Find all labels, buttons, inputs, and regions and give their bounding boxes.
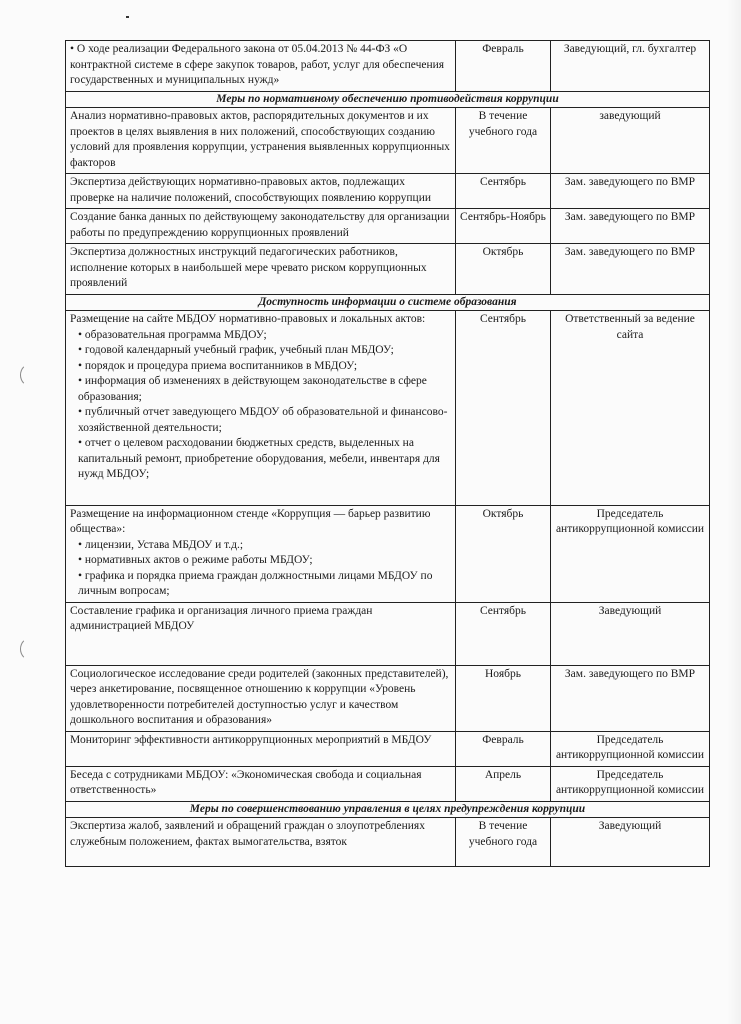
table-body [66,41,710,867]
page-edge-shadow [727,0,741,1024]
table-row [66,41,710,92]
task-text: Социологическое исследование среди родителей (законных представителей), через анкетирование, посвященное отношению к коррупции «Уровень удовлетворенности потребителей доступностью услуг и качеством дошкольного воспитания и образования» [70,667,449,726]
section-header-row [66,294,710,311]
punch-hole-mark [20,637,43,661]
task-text: Экспертиза должностных инструкций педагогических работников, исполнение которых в наибольшей мере чревато риском коррупционных проявлений [70,246,427,289]
task-cell [66,41,456,92]
term-cell: Сентябрь [456,602,551,665]
bullet-item: • информация об изменениях в действующем законодательстве в сфере образования; [70,374,451,405]
table-row [66,766,710,801]
responsible-cell: Зам. заведующего по ВМР [551,665,710,731]
section-title: Доступность информации о системе образования [66,294,710,311]
task-text: Экспертиза действующих нормативно-правовых актов, подлежащих проверке на наличие положений, способствующих появлению коррупции [70,176,432,204]
task-cell [66,766,456,801]
responsible-cell: Зам. заведующего по ВМР [551,209,710,244]
bullet-item: • публичный отчет заведующего МБДОУ об образовательной и финансово-хозяйственной деятельности; [70,405,451,436]
table-row [66,174,710,209]
table-row [66,731,710,766]
section-header-row [66,801,710,818]
table-row [66,244,710,295]
bullet-item: • отчет о целевом расходовании бюджетных средств, выделенных на капитальный ремонт, приобретение оборудования, мебели, инвентаря для нужд МБДОУ; [70,436,451,483]
responsible-cell: Председатель антикоррупционной комиссии [551,731,710,766]
term-cell: Сентябрь-Ноябрь [456,209,551,244]
task-cell [66,665,456,731]
task-text: Мониторинг эффективности антикоррупционных мероприятий в МБДОУ [70,733,432,746]
task-text: Создание банка данных по действующему законодательству для организации работы по предупреждению коррупционных проявлений [70,211,450,239]
responsible-cell: Председатель антикоррупционной комиссии [551,766,710,801]
bullet-item: • образовательная программа МБДОУ; [70,328,451,344]
bullet-item: • графика и порядка приема граждан должностными лицами МБДОУ по личным вопросам; [70,569,451,600]
term-cell: Февраль [456,41,551,92]
term-cell: В течение учебного года [456,108,551,174]
task-cell [66,174,456,209]
task-text: Размещение на информационном стенде «Коррупция — барьер развитию общества»: [70,507,431,535]
task-cell [66,311,456,506]
table-row [66,505,710,602]
responsible-cell: Зам. заведующего по ВМР [551,174,710,209]
responsible-cell: Ответственный за ведение сайта [551,311,710,506]
task-cell [66,731,456,766]
task-text: Беседа с сотрудниками МБДОУ: «Экономическая свобода и социальная ответственность» [70,768,422,796]
term-cell: Апрель [456,766,551,801]
responsible-cell: Заведующий [551,602,710,665]
task-cell [66,209,456,244]
term-cell: Октябрь [456,505,551,602]
punch-hole-mark [20,363,43,387]
term-cell: Октябрь [456,244,551,295]
section-title: Меры по совершенствованию управления в целях предупреждения коррупции [66,801,710,818]
table-row [66,818,710,867]
task-cell [66,108,456,174]
task-text: • О ходе реализации Федерального закона от 05.04.2013 № 44-ФЗ «О контрактной системе в сфере закупок товаров, работ, услуг для обеспечения государственных и муниципальных нужд» [70,43,445,86]
task-cell [66,505,456,602]
bullet-item: • нормативных актов о режиме работы МБДОУ; [70,553,451,569]
task-cell [66,244,456,295]
responsible-cell: Зам. заведующего по ВМР [551,244,710,295]
term-cell: Ноябрь [456,665,551,731]
table-row [66,602,710,665]
task-text: Анализ нормативно-правовых актов, распорядительных документов и их проектов в целях выявления в них положений, способствующих созданию условий для проявления коррупции, устранения выявленных коррупционных факторов [70,110,450,169]
task-text: Составление графика и организация личного приема граждан администрацией МБДОУ [70,604,373,632]
term-cell: Февраль [456,731,551,766]
table-row [66,311,710,506]
bullet-item: • годовой календарный учебный график, учебный план МБДОУ; [70,343,451,359]
table-row [66,209,710,244]
bullet-item: • порядок и процедура приема воспитанников в МБДОУ; [70,359,451,375]
table-row [66,108,710,174]
task-cell [66,818,456,867]
task-text: Размещение на сайте МБДОУ нормативно-правовых и локальных актов: [70,313,426,325]
term-cell: Сентябрь [456,311,551,506]
table-row [66,665,710,731]
anti-corruption-plan-table [65,40,710,867]
responsible-cell: заведующий [551,108,710,174]
term-cell: Сентябрь [456,174,551,209]
task-text: Экспертиза жалоб, заявлений и обращений граждан о злоупотреблениях служебным положением, фактах вымогательства, взяток [70,820,425,848]
responsible-cell: Председатель антикоррупционной комиссии [551,505,710,602]
section-header-row [66,91,710,108]
responsible-cell: Заведующий, гл. бухгалтер [551,41,710,92]
page-speck [126,16,129,18]
term-cell: В течение учебного года [456,818,551,867]
bullet-item: • лицензии, Устава МБДОУ и т.д.; [70,538,451,554]
section-title: Меры по нормативному обеспечению противодействия коррупции [66,91,710,108]
task-cell [66,602,456,665]
responsible-cell: Заведующий [551,818,710,867]
